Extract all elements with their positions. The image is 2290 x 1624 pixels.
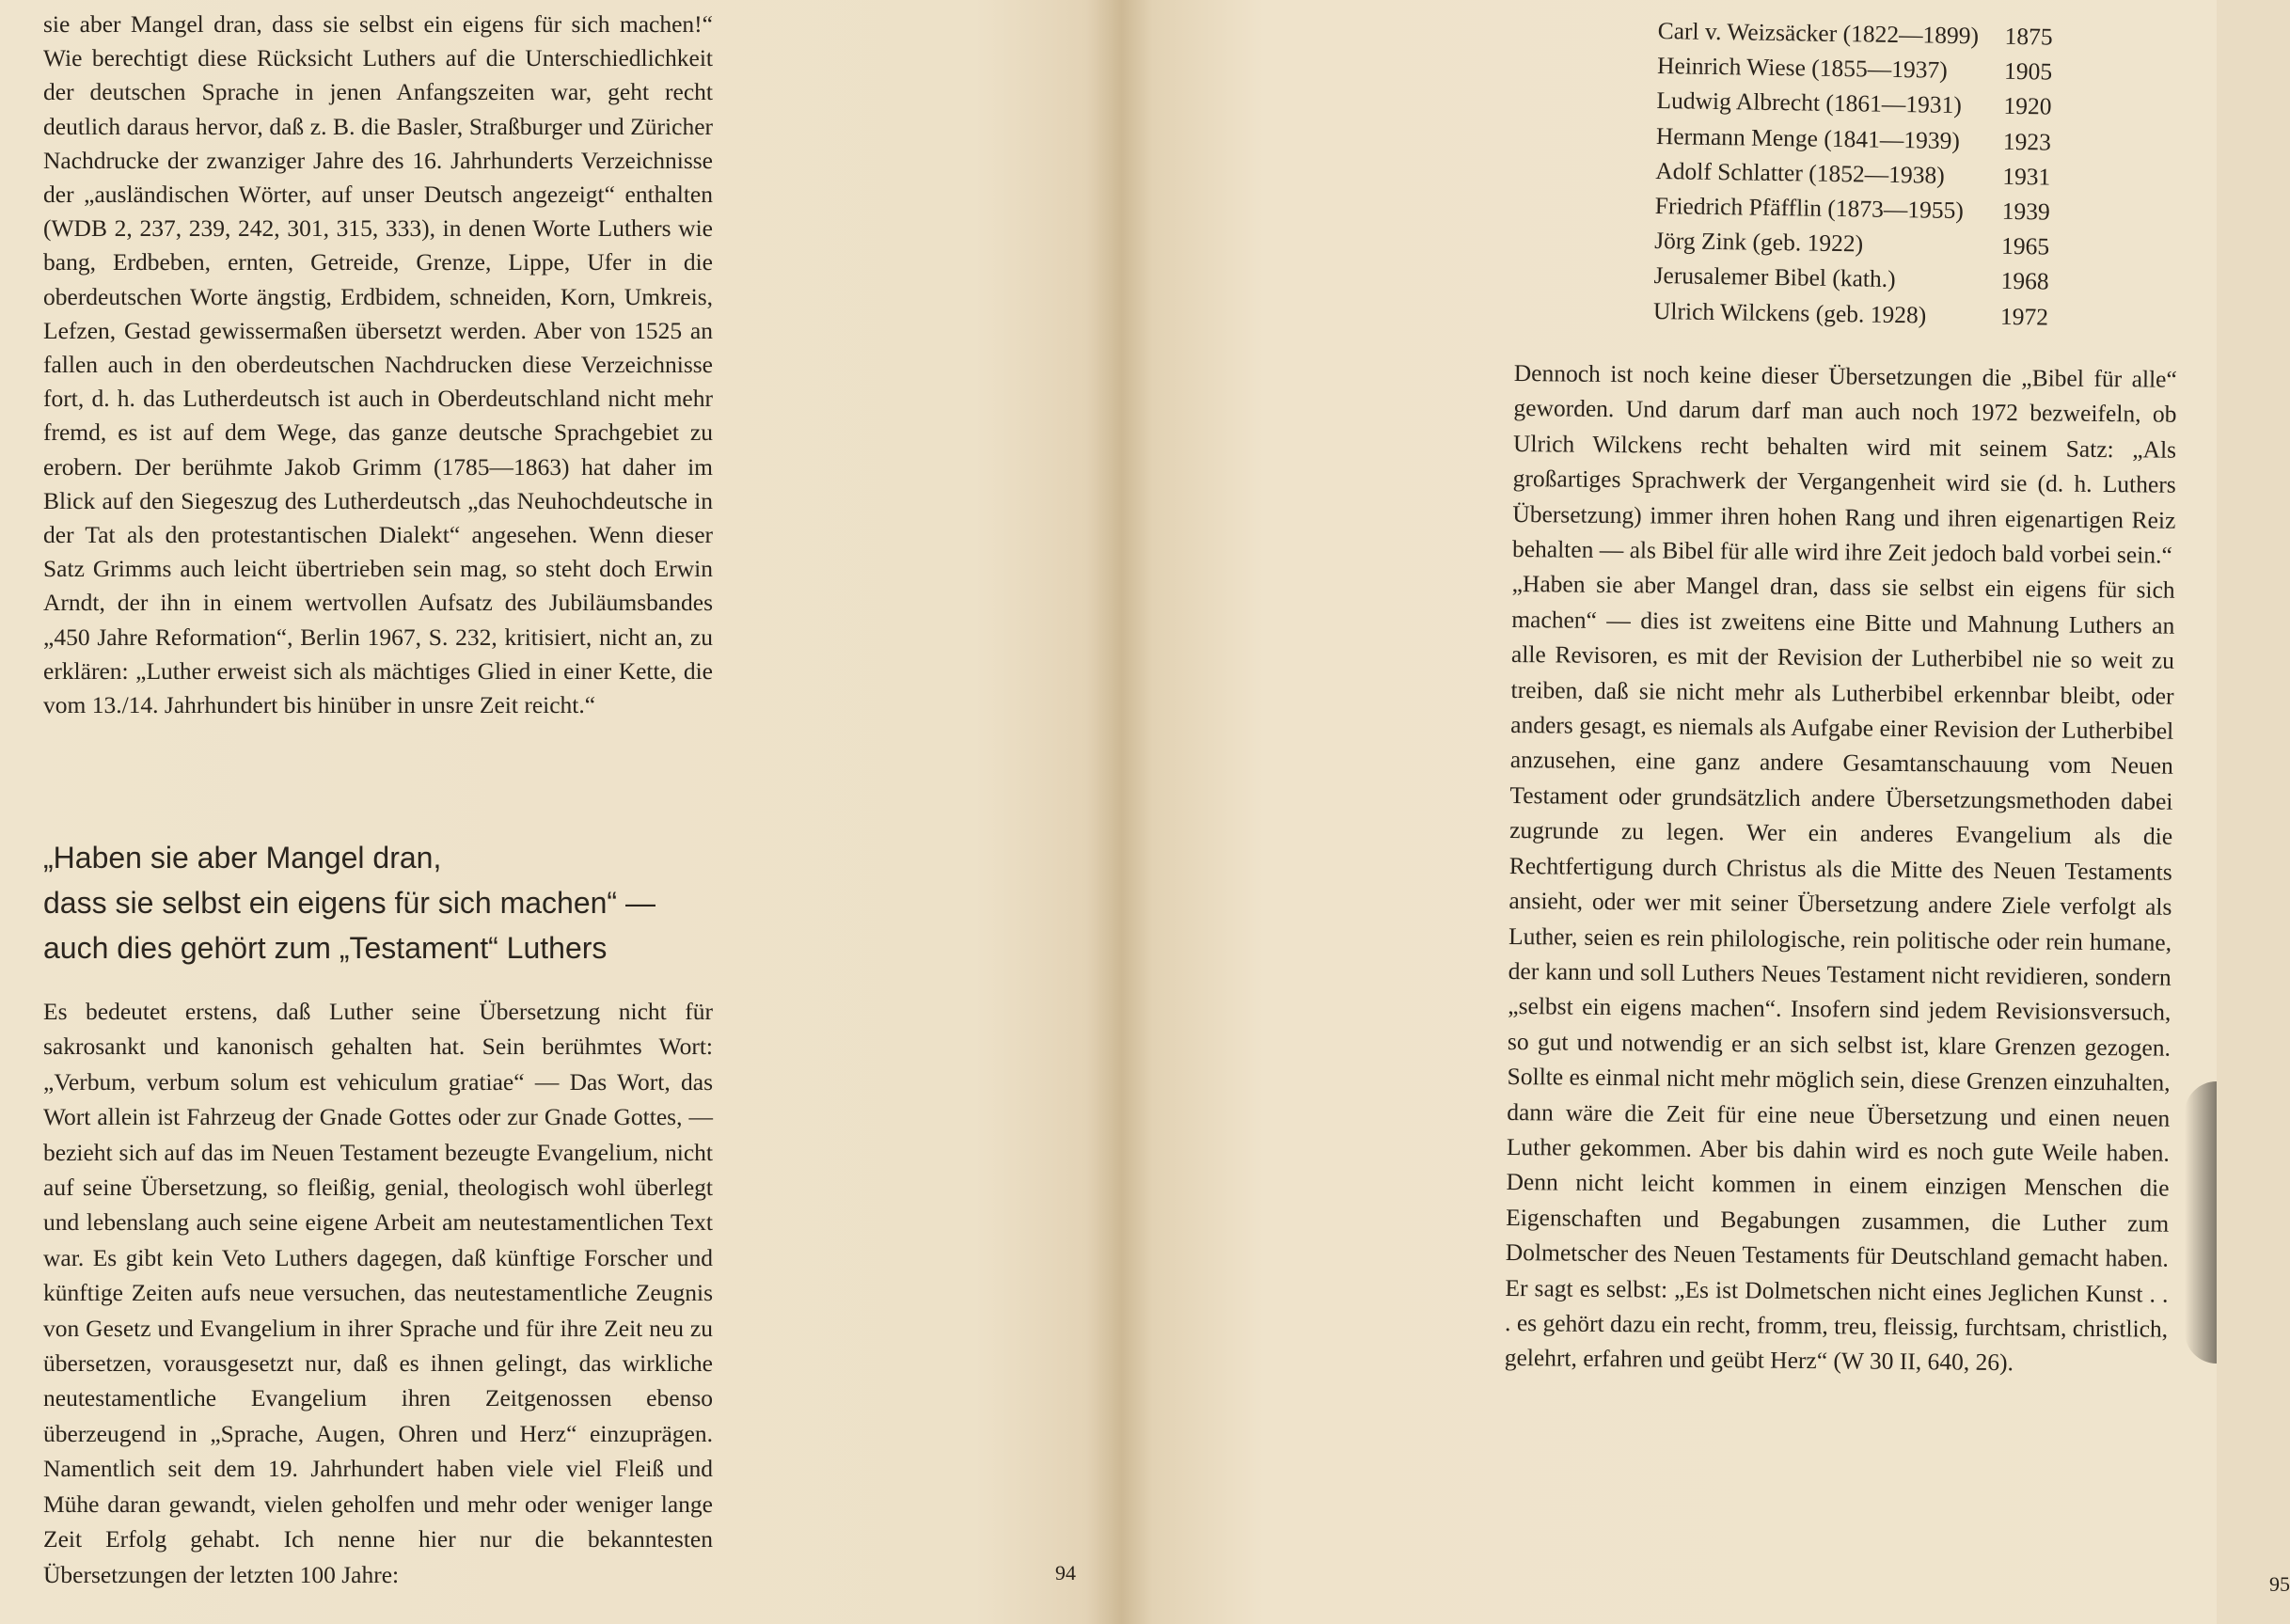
translation-year: 1939: [2001, 197, 2050, 226]
left-body-paragraph: Es bedeutet erstens, daß Luther seine Übersetzung nicht für sakrosankt und kanonisch gehalten hat. Sein berühmtes Wort: „Verbum, verbum solum est vehiculum gratiae“ — Das Wort, das Wort allein ist Fahrzeug der Gnade Gottes oder zur Gnade Gottes, — bezieht sich auf das im Neuen Testament bezeugte Evangelium, nicht auf seine Übersetzung, so fleißig, genial, theologisch wohl überlegt und lebenslang auch seine eigene Arbeit am neutestamentlichen Text war. Es gibt kein Veto Luthers dagegen, daß künftige Forscher und künftige Zeiten aufs neue versuchen, das neutestamentliche Zeugnis von Gesetz und Evangelium in ihrer Sprache und für ihre Zeit neu zu übersetzen, vorausgesetzt nur, daß es ihnen gelingt, das wirkliche neutestamentliche Evangelium ihren Zeitgenossen ebenso überzeugend in „Sprache, Augen, Ohren und Herz“ einzuprägen. Namentlich seit dem 19. Jahrhundert haben viele viel Fleiß und Mühe daran gewandt, vielen geholfen und mehr oder weniger lange Zeit Erfolg gehabt. Ich nenne hier nur die bekanntesten Übersetzungen der letzten 100 Jahre:: [43, 998, 713, 1588]
translation-year: 1875: [2004, 22, 2053, 51]
translator-name: Hermann Menge (1841—1939): [1655, 121, 1961, 154]
translator-name: Carl v. Weizsäcker (1822—1899): [1657, 16, 1980, 50]
translation-year: 1965: [2000, 231, 2050, 260]
translation-year: 1905: [2003, 56, 2053, 86]
finger-shadow: [2185, 1081, 2217, 1364]
left-page: [0, 0, 1110, 1624]
translator-name: Jerusalemer Bibel (kath.): [1653, 261, 1896, 293]
heading-line-2: dass sie selbst ein eigens für sich machen“ —: [43, 886, 655, 920]
translator-name: Heinrich Wiese (1855—1937): [1656, 52, 1949, 85]
translator-name: Ludwig Albrecht (1861—1931): [1656, 87, 1963, 119]
right-paragraph-2: „Haben sie aber Mangel dran, dass sie selbst ein eigens für sich machen“ — dies ist zweitens eine Bitte und Mahnung Luthers an alle Revisoren, es mit der Revision der Lutherbibel nie so weit zu treiben, daß sie nicht mehr als Lutherbibel erkennbar bleibt, oder anders gesagt, es niemals als Aufgabe einer Revision der Lutherbibel anzusehen, eine ganz andere Gesamtanschauung vom Neuen Testament oder grundsätzlich andere Übersetzungsmethoden dabei zugrunde zu legen. Wer ein anderes Evangelium als die Rechtfertigung durch Christus als die Mitte des Neuen Testaments ansieht, oder wer mit seiner Übersetzung andere Ziele verfolgt als Luther, seien es rein philologische, rein politische oder rein humane, der kann und soll Luthers Neues Testament nicht revidieren, sondern „selbst ein eigens machen“. Insofern sind jedem Revisionsversuch, so gut und notwendig er an sich selbst ist, klare Grenzen gezogen. Sollte es einmal nicht mehr möglich sein, diese Grenzen einzuhalten, dann wäre die Zeit für eine neue Übersetzung und einen neuen Luther gekommen. Aber bis dahin wird es noch gute Weile haben. Denn nicht leicht kommen in einem einzigen Menschen die Eigenschaften und Begabungen zusammen, die Luther zum Dolmetscher des Neuen Testaments für Deutschland gemacht haben. Er sagt es selbst: „Es ist Dolmetschen nicht eines Jeglichen Kunst . . . es gehört dazu ein recht, fromm, treu, fleissig, furchtsam, christlich, gelehrt, erfahren und geübt Herz“ (W 30 II, 640, 26).: [1504, 570, 2175, 1377]
translator-name: Adolf Schlatter (1852—1938): [1655, 156, 1945, 189]
right-paragraph-1: Dennoch ist noch keine dieser Übersetzungen die „Bibel für alle“ geworden. Und darum darf man auch noch 1972 bezweifeln, ob Ulrich Wilckens recht behalten wird mit seinem Satz: „Als großartiges Sprachwerk der Vergangenheit wird sie (d. h. Luthers Übersetzung) immer ihren hohen Rang und ihren eigenartigen Reiz behalten — als Bibel für alle wird ihre Zeit jedoch bald vorbei sein.“: [1511, 358, 2177, 569]
translation-year: 1972: [1999, 302, 2049, 331]
translation-year: 1931: [2002, 162, 2051, 191]
list-item: [1653, 293, 2049, 335]
translation-year: 1920: [2003, 92, 2052, 120]
left-top-paragraph: sie aber Mangel dran, dass sie selbst ein eigens für sich machen!“ Wie berechtigt diese Rücksicht Luthers auf die Unterschiedlichkeit der deutschen Sprache in jenen Anfangszeiten war, geht recht deutlich daraus hervor, daß z. B. die Basler, Straßburger und Züricher Nachdrucke der zwanziger Jahre des 16. Jahrhunderts Verzeichnisse der „ausländischen Wörter, auf unser Deutsch angezeigt“ enthalten (WDB 2, 237, 239, 242, 301, 315, 333), in denen Worte Luthers wie bang, Erdbeben, ernten, Getreide, Grenze, Lippe, Ufer in die oberdeutschen Worte ängstig, Erdbidem, schneiden, Korn, Umkreis, Lefzen, Gestad gewissermaßen übersetzt werden. Aber von 1525 an fallen auch in den oberdeutschen Nachdrucken diese Verzeichnisse fort, d. h. das Lutherdeutsch ist auch in Oberdeutschland nicht mehr fremd, es ist auf dem Wege, das ganze deutsche Sprachgebiet zu erobern. Der berühmte Jakob Grimm (1785—1863) hat daher im Blick auf den Siegeszug des Lutherdeutsch „das Neuhochdeutsche in der Tat als den protestantischen Dialekt“ angesehen. Wenn dieser Satz Grimms auch leicht übertrieben sein mag, so steht doch Erwin Arndt, der ihn in einem wertvollen Aufsatz des Jubiläumsbandes „450 Jahre Reformation“, Berlin 1967, S. 232, kritisiert, nicht an, zu erklären: „Luther erweist sich als mächtiges Glied in einer Kette, die vom 13./14. Jahrhundert bis hinüber in unsre Zeit reicht.“: [43, 10, 713, 719]
right-body-block: [1505, 355, 2177, 1381]
translations-list: [1653, 13, 2053, 334]
section-heading: [43, 835, 702, 970]
translator-name: Ulrich Wilckens (geb. 1928): [1652, 296, 1927, 329]
heading-line-1: „Haben sie aber Mangel dran,: [43, 841, 442, 875]
heading-line-3: auch dies gehört zum „Testament“ Luthers: [43, 931, 608, 965]
page-number-left: 94: [1055, 1561, 1076, 1585]
left-body-block: [43, 994, 713, 1592]
translation-year: 1923: [2002, 127, 2052, 156]
translation-year: 1968: [2000, 267, 2049, 295]
translator-name: Friedrich Pfäfflin (1873—1955): [1654, 191, 1965, 225]
translator-name: Jörg Zink (geb. 1922): [1653, 227, 1864, 258]
page-number-right: 95: [2269, 1572, 2290, 1596]
left-top-paragraph-block: [43, 8, 713, 722]
